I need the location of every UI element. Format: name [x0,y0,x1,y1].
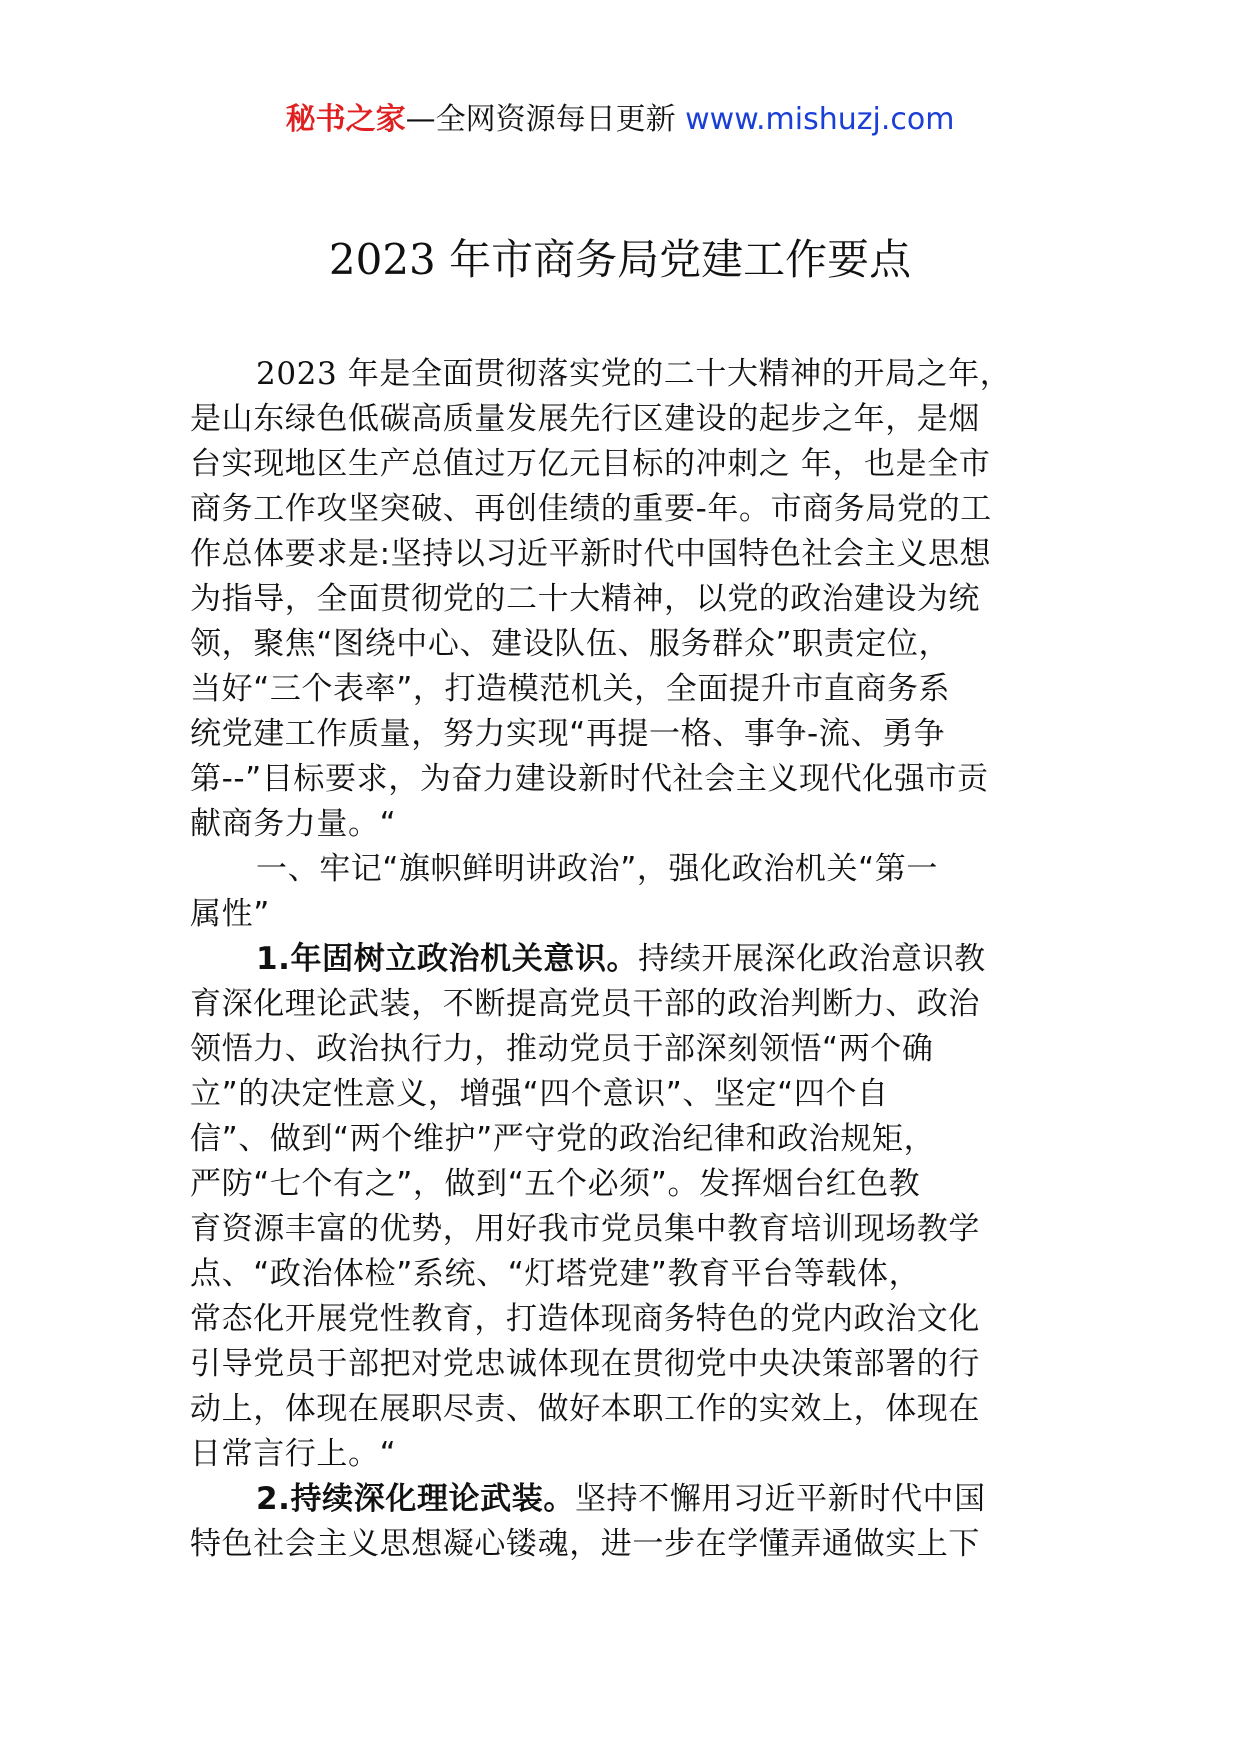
text-line: 育资源丰富的优势，用好我市党员集中教育培训现场教学 [190,1211,980,1247]
text-line: 日常言行上。“ [190,1436,397,1472]
text-line: 领，聚焦“图绕中心、建设队伍、服务群众”职责定位， [190,626,951,662]
item-heading: 2.持续深化理论武装。 [256,1481,575,1517]
text-line: 信”、做到“两个维护”严守党的政治纪律和政治规矩， [190,1121,936,1157]
text-line: 献商务力量。“ [190,806,397,842]
site-header [0,100,1240,140]
year-text: 2023 [256,356,338,392]
text-line: 领悟力、政治执行力，推动党员于部深刻领悟“两个确 [190,1031,934,1067]
line-text: 年是全面贯彻落实党的二十大精神的开局之年， [337,356,1012,392]
text-line: 点、“政治体检”系统、“灯塔党建”教育平台等载体， [190,1256,921,1292]
text-line: 动上，体现在展职尽责、做好本职工作的实效上，体现在 [190,1391,980,1427]
text-line: 立”的决定性意义，增强“四个意识”、坚定“四个自 [190,1076,889,1112]
line-text: 坚持不懈用习近平新时代中国 [574,1481,986,1517]
header-slogan: —全网资源每日更新 [405,102,676,137]
site-url-link[interactable]: www.mishuzj.com [685,102,955,137]
brand-name: 秘书之家 [285,102,406,137]
text-line [190,937,1052,982]
text-line [190,352,1052,397]
text-line: 严防“七个有之”，做到“五个必须”。发挥烟台红色教 [190,1166,921,1202]
section-heading: 一、牢记“旗帜鲜明讲政治”，强化政治机关“第一 [256,851,938,887]
text-line [190,1477,1052,1522]
text-line: 商务工作攻坚突破、再创佳绩的重要-年。市商务局党的工 [190,491,992,527]
text-line: 是山东绿色低碳高质量发展先行区建设的起步之年，是烟 [190,401,980,437]
document-title: 2023 年市商务局党建工作要点 [328,235,912,284]
section-heading-continued: 属性” [190,896,270,932]
text-line: 育深化理论武装，不断提高党员干部的政治判断力、政治 [190,986,980,1022]
text-line: 为指导，全面贯彻党的二十大精神，以党的政治建设为统 [190,581,980,617]
text-line: 第--”目标要求，为奋力建设新时代社会主义现代化强市贡 [190,761,989,797]
text-line: 常态化开展党性教育，打造体现商务特色的党内政治文化 [190,1301,980,1337]
text-line: 统党建工作质量，努力实现“再提一格、事争-流、勇争 [190,716,946,752]
item-heading: 1.年固树立政治机关意识。 [256,941,639,977]
text-line: 引导党员于部把对党忠诚体现在贯彻党中央决策部署的行 [190,1346,980,1382]
text-line: 当好“三个表率”，打造模范机关，全面提升市直商务系 [190,671,951,707]
line-text: 持续开展深化政治意识教 [638,941,986,977]
text-line: 特色社会主义思想凝心镂魂，进一步在学懂弄通做实上下 [190,1526,980,1562]
document-body [190,352,1052,1567]
text-line: 台实现地区生产总值过万亿元目标的冲刺之 年，也是全市 [190,446,991,482]
text-line: 作总体要求是:坚持以习近平新时代中国特色社会主义思想 [190,536,992,572]
